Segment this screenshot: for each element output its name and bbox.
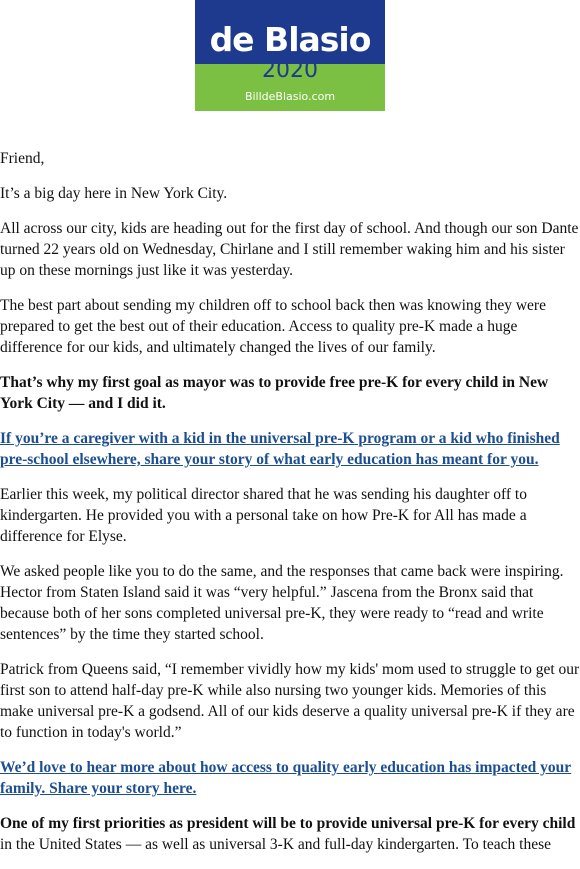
paragraph-5: Earlier this week, my political director shared that he was sending his daughter off to kindergarten. He provided you with a personal take on how Pre-K for All has made a difference for Elyse. xyxy=(0,486,527,545)
paragraph-1: It’s a big day here in New York City. xyxy=(0,185,228,202)
link-paragraph-2 xyxy=(0,757,580,799)
paragraph-8-bold: One of my first priorities as president will be to provide universal pre-K for every child xyxy=(0,815,576,832)
paragraph-8-rest: in the United States — as well as universal 3-K and full-day kindergarten. To teach these xyxy=(0,836,552,853)
paragraph-4-bold: That’s why my first goal as mayor was to provide free pre-K for every child in New York City — and I did it. xyxy=(0,374,549,412)
paragraph-6: We asked people like you to do the same, and the responses that came back were inspiring. Hector from Staten Island said it was “very helpful.” Jascena from the Bronx said that because both of her sons completed universal pre-K, they were ready to “read and write sentences” by the time they started school. xyxy=(0,563,564,643)
logo-name: de Blasio xyxy=(209,20,371,59)
paragraph-8 xyxy=(0,813,580,855)
paragraph-7: Patrick from Queens said, “I remember vividly how my kids' mom used to struggle to get our first son to attend half-day pre-K while also nursing two younger kids. Memories of this make universal pre-K a godsend. All of our kids deserve a quality universal pre-K if they are to function in today's world.” xyxy=(0,661,580,741)
share-story-link[interactable]: If you’re a caregiver with a kid in the universal pre-K program or a kid who finished pre-school elsewhere, share your story of what early education has meant for you. xyxy=(0,430,560,468)
greeting: Friend, xyxy=(0,150,45,167)
share-story-here-link[interactable]: We’d love to hear more about how access to quality early education has impacted your family. Share your story here. xyxy=(0,759,572,797)
logo-year: 2020 xyxy=(262,58,318,83)
paragraph-2: All across our city, kids are heading out for the first day of school. And though our son Dante turned 22 years old on Wednesday, Chirlane and I still remember waking him and his sister up on these mornings just like it was yesterday. xyxy=(0,220,579,279)
link-paragraph-1 xyxy=(0,428,580,470)
logo-site: BilldeBlasio.com xyxy=(244,90,336,103)
campaign-logo[interactable] xyxy=(195,0,385,111)
paragraph-3: The best part about sending my children off to school back then was knowing they were prepared to get the best out of their education. Access to quality pre-K made a huge difference for our kids, and ultimately changed the lives of our family. xyxy=(0,297,546,356)
email-body xyxy=(0,148,580,869)
